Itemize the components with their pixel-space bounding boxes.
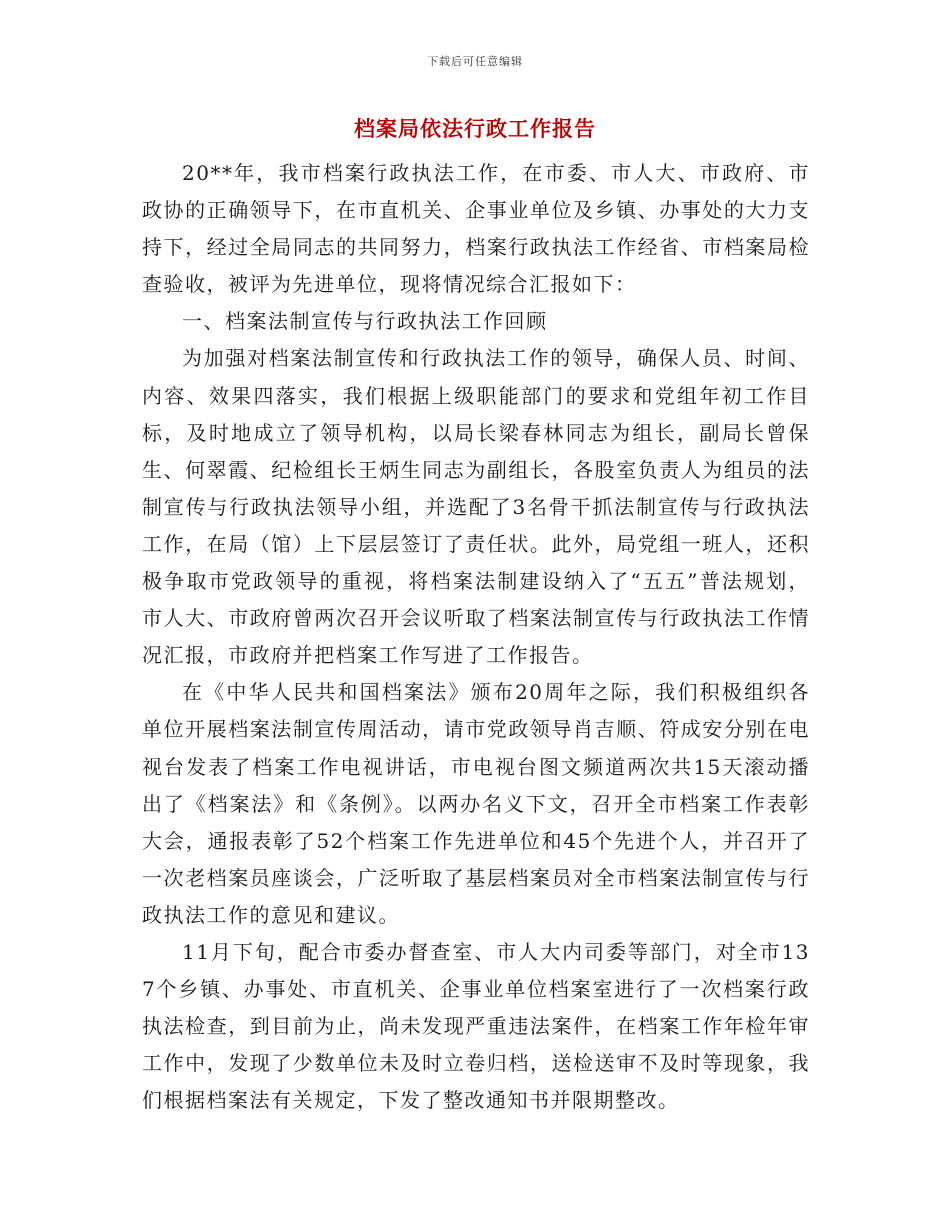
paragraph-intro: 20**年，我市档案行政执法工作，在市委、市人大、市政府、市政协的正确领导下，在市直机关、企事业单位及乡镇、办事处的大力支持下，经过全局同志的共同努力，档案行政执法工作经省、市档案局检查验收，被评为先进单位，现将情况综合汇报如下：	[142, 161, 810, 297]
document-title: 档案局依法行政工作报告	[354, 116, 596, 141]
header-note: 下载后可任意编辑	[427, 55, 523, 68]
paragraph-publicity: 在《中华人民共和国档案法》颁布20周年之际，我们积极组织各单位开展档案法制宣传周活动，请市党政领导肖吉顺、符成安分别在电视台发表了档案工作电视讲话，市电视台图文频道两次共15天滚动播出了《档案法》和《条例》。以两办名义下文，召开全市档案工作表彰大会，通报表彰了52个档案工作先进单位和45个先进个人，并召开了一次老档案员座谈会，广泛听取了基层档案员对全市档案法制宣传与行政执法工作的意见和建议。	[142, 680, 810, 927]
section-heading: 一、档案法制宣传与行政执法工作回顾	[182, 309, 548, 334]
paragraph-inspection: 11月下旬，配合市委办督查室、市人大内司委等部门，对全市137个乡镇、办事处、市直机关、企事业单位档案室进行了一次档案行政执法检查，到目前为止，尚未发现严重违法案件，在档案工作年检年审工作中，发现了少数单位未及时立卷归档，送检送审不及时等现象，我们根据档案法有关规定，下发了整改通知书并限期整改。	[142, 939, 810, 1113]
paragraph-leadership: 为加强对档案法制宣传和行政执法工作的领导，确保人员、时间、内容、效果四落实，我们根据上级职能部门的要求和党组年初工作目标，及时地成立了领导机构，以局长梁春林同志为组长，副局长曾保生、何翠霞、纪检组长王炳生同志为副组长，各股室负责人为组员的法制宣传与行政执法领导小组，并选配了3名骨干抓法制宣传与行政执法工作，在局（馆）上下层层签订了责任状。此外，局党组一班人，还积极争取市党政领导的重视，将档案法制建设纳入了“五五”普法规划，市人大、市政府曾两次召开会议听取了档案法制宣传与行政执法工作情况汇报，市政府并把档案工作写进了工作报告。	[142, 346, 810, 668]
document-body	[142, 155, 810, 1119]
